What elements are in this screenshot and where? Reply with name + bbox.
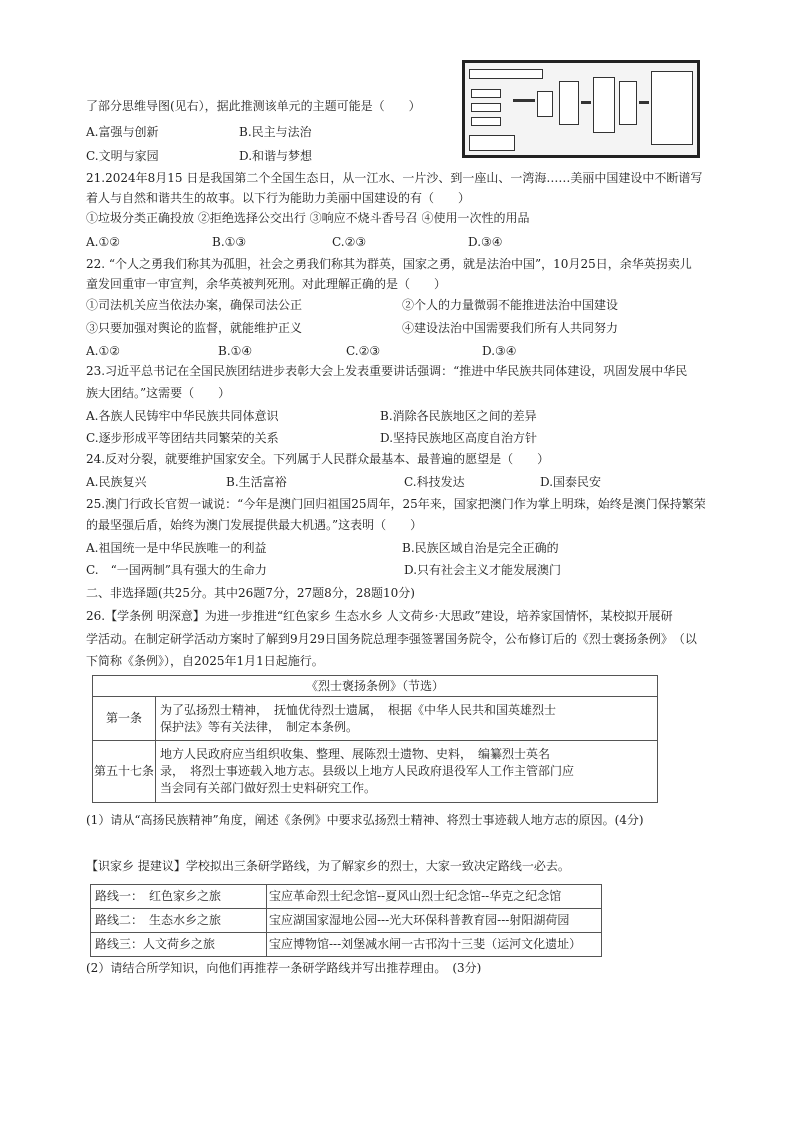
q23-option-a[interactable]: A.各族人民铸牢中华民族共同体意识 <box>86 409 279 423</box>
mind-map-node <box>559 81 579 125</box>
table-row <box>91 885 602 909</box>
table-row <box>91 909 602 933</box>
mind-map-arrow <box>639 101 649 104</box>
q26-stem-line2: 学活动。在制定研学活动方案时了解到9月29日国务院总理李强签署国务院令，公布修订后的《烈士褒扬条例》 （以 <box>86 632 697 646</box>
q23-option-d[interactable]: D.坚持民族地区高度自治方针 <box>380 431 538 445</box>
q26-subquestion-1: (1）请从“高扬民族精神”角度，阐述《条例》中要求弘扬烈士精神、将烈士事迹载人地方志的原因。(4分) <box>86 813 644 827</box>
q24-option-b[interactable]: B.生活富裕 <box>226 475 287 489</box>
q21-stem-line2: 着人与自然和谐共生的故事。以下行为能助力美丽中国建设的有（ ） <box>86 191 471 205</box>
q22-option-c[interactable]: C.②③ <box>346 344 381 358</box>
q22-statement-3: ③只要加强对舆论的监督，就能维护正义 <box>86 321 303 335</box>
q20-option-c[interactable]: C.文明与家园 <box>86 149 159 163</box>
q24-option-c[interactable]: C.科技发达 <box>404 475 465 489</box>
article-text-line: 保护法》等有关法律， 制定本条例。 <box>160 719 359 734</box>
q26-intro-2: 【识家乡 提建议】学校拟出三条研学路线，为了解家乡的烈士，大家一致决定路线一必去。 <box>86 859 570 873</box>
article-text <box>156 741 658 803</box>
q23-stem-line1: 23.习近平总书记在全国民族团结进步表彰大会上发表重要讲话强调：“推进中华民族共同体建设，巩固发展中华民 <box>86 364 688 378</box>
routes-table <box>90 884 602 957</box>
q21-option-c[interactable]: C.②③ <box>332 235 367 249</box>
q21-stem-line1: 21.2024年8月15 日是我国第二个全国生态日，从一江水、一片沙、到一座山、一湾海……美丽中国建设中不断谱写 <box>86 171 703 185</box>
q25-option-b[interactable]: B.民族区域自治是完全正确的 <box>402 541 559 555</box>
q21-option-d[interactable]: D.③④ <box>468 235 503 249</box>
q24-stem: 24.反对分裂，就要维护国家安全。下列属于人民群众最基本、最普遍的愿望是（ ） <box>86 452 550 466</box>
q25-option-c[interactable]: C. “一国两制”具有强大的生命力 <box>86 563 267 577</box>
route-name: 路线一： 红色家乡之旅 <box>91 885 267 909</box>
q20-option-a[interactable]: A.富强与创新 <box>86 125 159 139</box>
q24-option-d[interactable]: D.国泰民安 <box>540 475 602 489</box>
q22-statement-4: ④建设法治中国需要我们所有人共同努力 <box>402 321 619 335</box>
article-text-line: 为了弘扬烈士精神， 抚恤优待烈士遗属， 根据《中华人民共和国英雄烈士 <box>160 702 557 717</box>
q22-option-d[interactable]: D.③④ <box>482 344 517 358</box>
mind-map-node <box>469 69 543 79</box>
mind-map-node <box>593 77 615 133</box>
q26-subquestion-2: (2）请结合所学知识，向他们再推荐一条研学路线并写出推荐理由。 (3分) <box>86 961 482 975</box>
article-name: 第五十七条 <box>93 741 156 803</box>
table-row <box>91 933 602 957</box>
article-text-line: 当会同有关部门做好烈士史料研究工作。 <box>160 781 377 795</box>
q20-option-d[interactable]: D.和谐与梦想 <box>239 149 313 163</box>
mind-map-node <box>619 81 637 125</box>
q22-option-b[interactable]: B.①④ <box>218 344 253 358</box>
table-title: 《烈士褒扬条例》（节选） <box>93 676 658 697</box>
article-text <box>156 697 658 741</box>
route-stops: 宝应博物馆---刘堡减水闸一古邗沟十三斐（运河文化遗址） <box>267 933 602 957</box>
article-text-line: 地方人民政府应当组织收集、整理、展陈烈士遗物、史料， 编纂烈士英名 <box>160 747 551 761</box>
q26-stem-line3: 下简称《条例》），自2025年1月1日起施行。 <box>86 654 324 668</box>
regulation-table <box>92 675 658 803</box>
table-row <box>93 741 658 803</box>
q25-stem-line2: 的最坚强后盾，始终为澳门发展提供最大机遇。”这表明（ ） <box>86 518 423 532</box>
mind-map-image <box>462 60 700 158</box>
q24-option-a[interactable]: A.民族复兴 <box>86 475 147 489</box>
route-stops: 宝应湖国家湿地公园---光大环保科普教育园---射阳湖荷园 <box>267 909 602 933</box>
q22-stem-line2: 童发回重审一审宣判，余华英被判死刑。对此理解正确的是（ ） <box>86 277 447 291</box>
q22-stem-line1: 22. “个人之勇我们称其为孤胆，社会之勇我们称其为群英，国家之勇，就是法治中国”，10月25日，余华英拐卖儿 <box>86 257 692 271</box>
q21-statements: ①垃圾分类正确投放 ②拒绝选择公交出行 ③响应不烧斗香号召 ④使用一次性的用品 <box>86 211 530 225</box>
table-row <box>93 697 658 741</box>
q25-stem-line1: 25.澳门行政长官贺一诚说：“今年是澳门回归祖国25周年，25年来，国家把澳门作为掌上明珠，始终是澳门保持繁荣 <box>86 497 706 511</box>
q22-option-a[interactable]: A.①② <box>86 344 120 358</box>
article-name: 第一条 <box>93 697 156 741</box>
q23-option-c[interactable]: C.逐步形成平等团结共同繁荣的关系 <box>86 431 279 445</box>
q25-option-d[interactable]: D.只有社会主义才能发展澳门 <box>404 563 562 577</box>
mind-map-node <box>471 117 501 126</box>
section-heading: 二、非选择题(共25分。其中26题7分，27题8分，28题10分) <box>86 586 415 600</box>
route-name: 路线三：人文荷乡之旅 <box>91 933 267 957</box>
q23-stem-line2: 族大团结。”这需要（ ） <box>86 386 231 400</box>
mind-map-node <box>471 103 501 112</box>
mind-map-node <box>651 71 693 145</box>
mind-map-arrow <box>581 101 591 104</box>
q22-statement-1: ①司法机关应当依法办案，确保司法公正 <box>86 298 303 312</box>
q25-option-a[interactable]: A.祖国统一是中华民族唯一的利益 <box>86 541 267 555</box>
mind-map-node <box>469 135 515 151</box>
q22-statement-2: ②个人的力量微弱不能推进法治中国建设 <box>402 298 619 312</box>
mind-map-node <box>537 91 553 117</box>
q21-option-b[interactable]: B.①③ <box>212 235 247 249</box>
q20-option-b[interactable]: B.民主与法治 <box>239 125 312 139</box>
mind-map-node <box>471 89 501 98</box>
route-stops: 宝应革命烈士纪念馆--夏风山烈士纪念馆--华克之纪念馆 <box>267 885 602 909</box>
q21-option-a[interactable]: A.①② <box>86 235 120 249</box>
article-text-line: 录， 将烈士事迹载入地方志。县级以上地方人民政府退役军人工作主管部门应 <box>160 764 575 778</box>
route-name: 路线二： 生态水乡之旅 <box>91 909 267 933</box>
q20-stem: 了部分思维导图(见右），据此推测该单元的主题可能是（ ） <box>86 99 421 113</box>
mind-map-arrow <box>513 99 535 102</box>
q26-stem-line1: 26.【学条例 明深意】为进一步推进“红色家乡 生态水乡 人文荷乡·大思政”建设，培养家国情怀，某校拟开展研 <box>86 609 673 623</box>
q23-option-b[interactable]: B.消除各民族地区之间的差异 <box>380 409 537 423</box>
